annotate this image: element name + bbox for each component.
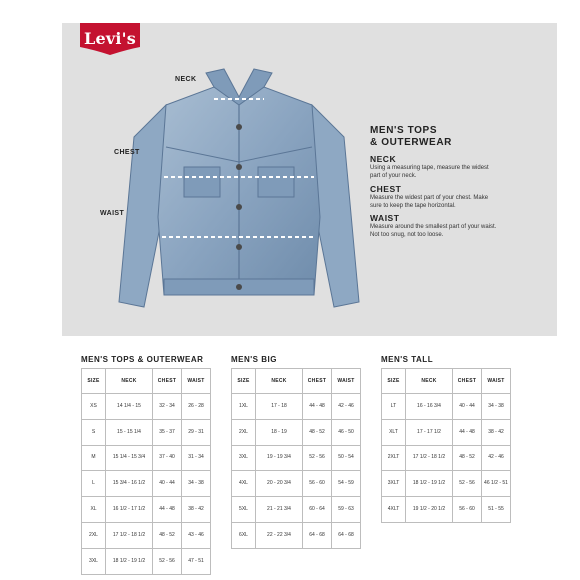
column-header: NECK [106, 369, 153, 394]
table-cell: 2XLT [382, 445, 406, 471]
tops-outerwear-table [81, 368, 211, 575]
table-cell: 52 - 56 [303, 445, 332, 471]
table-cell: 52 - 56 [453, 471, 482, 497]
table-cell: 34 - 38 [182, 471, 211, 497]
table-cell: 16 - 16 3/4 [406, 394, 453, 420]
table-cell: 48 - 52 [303, 419, 332, 445]
table-cell: 31 - 34 [182, 445, 211, 471]
table-cell: 60 - 64 [303, 497, 332, 523]
denim-jacket-illustration [114, 67, 364, 327]
table-header-row [82, 369, 211, 394]
table-cell: 42 - 46 [482, 445, 511, 471]
table-row [82, 394, 211, 420]
column-header: CHEST [303, 369, 332, 394]
table-row [232, 445, 361, 471]
table-cell: 22 - 22 3/4 [256, 522, 303, 548]
waist-label: WAIST [100, 210, 125, 217]
table-cell: L [82, 471, 106, 497]
waist-instructions: Measure around the smallest part of your waist. Not too snug, not too loose. [370, 224, 497, 238]
table-cell: 18 1/2 - 19 1/2 [106, 548, 153, 574]
table-cell: 18 1/2 - 19 1/2 [406, 471, 453, 497]
table-cell: 4XL [232, 471, 256, 497]
table-cell: 48 - 52 [153, 522, 182, 548]
table-cell: 2XL [232, 419, 256, 445]
table-cell: 44 - 48 [303, 394, 332, 420]
table-row [382, 471, 511, 497]
table-row [382, 445, 511, 471]
table-cell: 19 1/2 - 20 1/2 [406, 497, 453, 523]
table-cell: 5XL [232, 497, 256, 523]
table-cell: 40 - 44 [453, 394, 482, 420]
size-guide-hero [62, 23, 557, 336]
table-cell: 46 - 50 [332, 419, 361, 445]
table-cell: 21 - 21 3/4 [256, 497, 303, 523]
table-cell: 44 - 48 [153, 497, 182, 523]
column-header: CHEST [153, 369, 182, 394]
big-table [231, 368, 361, 549]
guide-title-line2: & OUTERWEAR [370, 137, 452, 148]
table-row [82, 522, 211, 548]
table-cell: 20 - 20 3/4 [256, 471, 303, 497]
table-cell: S [82, 419, 106, 445]
table-cell: 17 - 18 [256, 394, 303, 420]
table-cell: 56 - 60 [303, 471, 332, 497]
chest-heading: CHEST [370, 184, 402, 194]
table-cell: 18 - 19 [256, 419, 303, 445]
table-row [82, 445, 211, 471]
table-cell: 15 - 15 1/4 [106, 419, 153, 445]
table-header-row [382, 369, 511, 394]
table-row [82, 471, 211, 497]
table-cell: XLT [382, 419, 406, 445]
column-header: SIZE [232, 369, 256, 394]
column-header: SIZE [82, 369, 106, 394]
tops-outerwear-title: MEN'S TOPS & OUTERWEAR [81, 355, 204, 364]
big-title: MEN'S BIG [231, 355, 277, 364]
table-cell: 50 - 54 [332, 445, 361, 471]
table-cell: 26 - 28 [182, 394, 211, 420]
table-row [82, 548, 211, 574]
table-row [382, 497, 511, 523]
table-row [232, 394, 361, 420]
table-cell: 1XL [232, 394, 256, 420]
table-cell: 17 - 17 1/2 [406, 419, 453, 445]
neck-instructions: Using a measuring tape, measure the widest part of your neck. [370, 165, 489, 179]
table-cell: 2XL [82, 522, 106, 548]
table-cell: M [82, 445, 106, 471]
table-row [232, 522, 361, 548]
table-row [232, 419, 361, 445]
table-cell: 47 - 51 [182, 548, 211, 574]
table-cell: 29 - 31 [182, 419, 211, 445]
table-cell: 32 - 34 [153, 394, 182, 420]
table-cell: 64 - 68 [303, 522, 332, 548]
column-header: CHEST [453, 369, 482, 394]
table-cell: 52 - 56 [153, 548, 182, 574]
guide-title-line1: MEN'S TOPS [370, 125, 438, 136]
table-cell: 48 - 52 [453, 445, 482, 471]
table-cell: XL [82, 497, 106, 523]
table-cell: 14 1/4 - 15 [106, 394, 153, 420]
table-cell: 56 - 60 [453, 497, 482, 523]
logo-text: Levi's [84, 29, 136, 48]
table-cell: 17 1/2 - 18 1/2 [406, 445, 453, 471]
table-cell: 44 - 48 [453, 419, 482, 445]
table-cell: 64 - 68 [332, 522, 361, 548]
table-row [232, 497, 361, 523]
table-row [382, 419, 511, 445]
table-cell: 15 1/4 - 15 3/4 [106, 445, 153, 471]
column-header: NECK [406, 369, 453, 394]
table-row [82, 497, 211, 523]
table-cell: 38 - 42 [482, 419, 511, 445]
table-cell: 35 - 37 [153, 419, 182, 445]
table-cell: 54 - 59 [332, 471, 361, 497]
table-cell: 3XL [232, 445, 256, 471]
column-header: WAIST [332, 369, 361, 394]
column-header: WAIST [182, 369, 211, 394]
chest-instructions: Measure the widest part of your chest. Make sure to keep the tape horizontal. [370, 195, 489, 209]
levis-logo [80, 23, 140, 55]
table-cell: 40 - 44 [153, 471, 182, 497]
table-cell: 19 - 19 3/4 [256, 445, 303, 471]
table-cell: 46 1/2 - 51 [482, 471, 511, 497]
table-cell: 43 - 46 [182, 522, 211, 548]
tall-table [381, 368, 511, 523]
table-cell: 59 - 63 [332, 497, 361, 523]
tall-title: MEN'S TALL [381, 355, 434, 364]
table-cell: 34 - 38 [482, 394, 511, 420]
table-cell: 15 3/4 - 16 1/2 [106, 471, 153, 497]
column-header: NECK [256, 369, 303, 394]
table-cell: 37 - 40 [153, 445, 182, 471]
neck-heading: NECK [370, 154, 397, 164]
table-cell: 51 - 55 [482, 497, 511, 523]
table-cell: 3XLT [382, 471, 406, 497]
neck-label: NECK [175, 76, 197, 83]
guide-title [370, 125, 452, 149]
table-cell: 16 1/2 - 17 1/2 [106, 497, 153, 523]
table-header-row [232, 369, 361, 394]
table-cell: 6XL [232, 522, 256, 548]
table-cell: 38 - 42 [182, 497, 211, 523]
table-cell: 42 - 46 [332, 394, 361, 420]
table-row [382, 394, 511, 420]
waist-heading: WAIST [370, 213, 400, 223]
table-cell: XS [82, 394, 106, 420]
table-cell: 4XLT [382, 497, 406, 523]
table-row [232, 471, 361, 497]
chest-label: CHEST [114, 149, 140, 156]
table-cell: LT [382, 394, 406, 420]
table-cell: 17 1/2 - 18 1/2 [106, 522, 153, 548]
table-row [82, 419, 211, 445]
column-header: SIZE [382, 369, 406, 394]
table-cell: 3XL [82, 548, 106, 574]
column-header: WAIST [482, 369, 511, 394]
